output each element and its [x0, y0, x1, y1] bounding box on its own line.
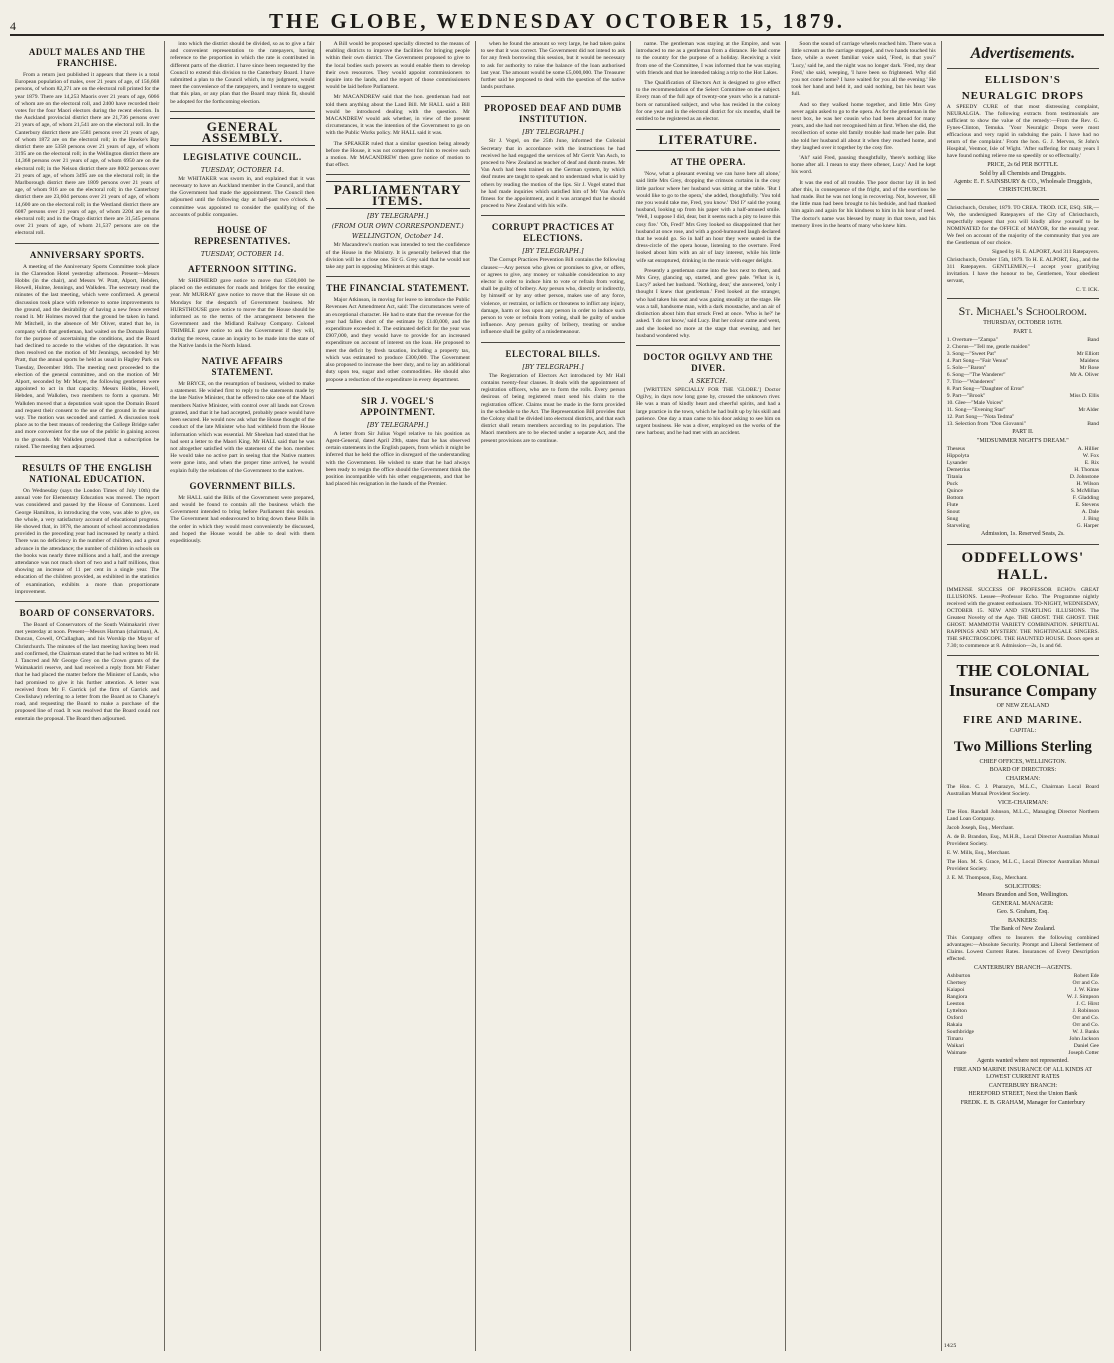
programme-item-label: 4. Part Song—"Fair Venus": [946, 358, 1009, 364]
divider: [947, 298, 1099, 299]
divider: [947, 544, 1099, 545]
article-text: A meeting of the Anniversary Sports Committee took place in the Clarendon Hotel yesterday afternoon. Present—Messrs Hobbs (in the chair), and Messrs W. Pratt, Alport, Hebden, Howell, Hulme, Jennings, and Walkden. The secretary read the minutes of the last meeting, which were confirmed. A general discussion took place with reference to some improvements to the ground, and the desirability of having a new fence erected round it. Mr Holmes moved that the ground be taken in hand. Mr Mitchell, in the absence of Mr Oliver, stated that he, in company with that gentleman, had waited on the Domain Board for the purpose of ascertaining the conditions, and the Board had declined to accede to the wishes of the deputation. It was then resolved on the motion of Mr Jennings, seconded by Mr Pratt, that the annual sports be held as usual in Hagley Park on Tuesday, December 16th. The meeting next proceeded to the election of the general committee, and on the motion of Mr Alport, seconded by Mr Mayer, the following gentlemen were appointed to act in that capacity. Messrs Hobbs, Howell, Hebden, and Walkden, two members to form a quorum. Mr Walkden moved that a deputation wait upon the Domain Board and request their consent to the use of the ground in the usual way. The motion was seconded and carried. A discussion took place as to the best means of rendering the College Bridge safer and more convenient for the use of the public in gaining access to the grounds. Mr Walkden proposed that a subscription be raised. The meeting then adjourned.: [15, 263, 160, 450]
article-text: into which the district should be divided, so as to give a fair and convenient representation to the ratepayers, having reference to the proportion in which the rate is contributed in different parts of the district. I have since been requested by the Council to extend this division to the Canterbury Board. I have submitted a plan to the Council which, in my judgment, would meet the convenience of the ratepayers, and I venture to suggest that this plan, or any plan that the Board may think fit, should be adopted for the forthcoming election.: [170, 41, 315, 105]
article-text: A letter from Sir Julius Vogel relative to his position as Agent-General, dated April 29th, states that he has observed certain statements in the English papers, from which it might be inferred that he held the office in disregard of the understanding with the Government. He wished to state that he had always been ready to resign the office should the Government think the position incompatible with his other engagements, and that he had placed his resignation in the hands of the Premier.: [325, 430, 470, 488]
article-text: Mr SHEPHERD gave notice to move that £500,000 be placed on the estimates for roads and bridges for the ensuing year. Mr MURRAY gave notice to move that the House sit on Mondays for the despatch of Government business. Mr HURSTHOUSE gave notice to move that the House should be informed as to the terms of the arrangement between the Government and the Midland Railway Company. Colonel TRIMBLE gave notice to ask the Government if they will, during the recess, cause an inquiry to be made into the state of the Native lands in the North Island.: [170, 278, 315, 349]
company-location: OF NEW ZEALAND: [996, 702, 1050, 709]
agent-item-value: W. J. Simpson: [1066, 994, 1100, 1000]
programme-item-value: Mr Alder: [1078, 407, 1100, 413]
agent-item: [947, 980, 1099, 987]
ad-text: IMMENSE SUCCESS OF PROFESSOR ECHO's GREAT ILLUSIONS. Lessee—Professor Echo. The Programme nightly received with the greatest enthusiasm. TO-NIGHT, WEDNESDAY, OCTOBER 15. NEW AND STARTLING ILLUSIONS. The Greatest Novelty of the Age. THE GHOST. THE GHOST. THE GHOST. MAMMOTH VARIETY COMBINATION. SPIRITUAL RAPPINGS AND MYSTERY. THE NIGHTINGALE SINGERS. THE SPECTROSCOPE. THE HAUNTED HOUSE. Doors open at 7.30; to commence at 8. Admission—2s, 1s and 6d.: [946, 586, 1100, 649]
agent-item-label: Waimate: [946, 1050, 967, 1056]
article-text: It was the end of all trouble. The poor doctor lay ill in bed after this, in consequence of the fright, and of the exertions he had made. But he was not long in recovering. Not, however, till the little man had been brought to his bedside, and had thanked him again and again for his kindness to him in his hour of need. The doctor's name was blessed by many in that town, and his memory lives in the hearts of many who knew him.: [791, 179, 936, 229]
capital-value: Two Millions Sterling: [953, 738, 1092, 755]
programme-item-label: 1. Overture—"Zampa": [946, 337, 998, 343]
masthead: [10, 8, 1104, 36]
headline: ANNIVERSARY SPORTS.: [29, 249, 145, 260]
cast-item: [947, 516, 1099, 523]
cast-item: [947, 467, 1099, 474]
cast-item-value: J. Bing: [1083, 516, 1100, 522]
director-name: The Hon. M. S. Grace, M.L.C., Local Director Australian Mutual Provident Society.: [946, 858, 1100, 872]
programme-item-label: 2. Chorus—"Tell me, gentle maiden": [946, 344, 1030, 350]
cast-item-value: F. Gladding: [1072, 495, 1100, 501]
cast-item: [947, 502, 1099, 509]
agent-item-value: Daniel Gee: [1073, 1043, 1100, 1049]
fire-marine-rates: FIRE AND MARINE INSURANCE OF ALL KINDS AT LOWEST CURRENT RATES: [953, 1066, 1092, 1080]
cast-item: [947, 453, 1099, 460]
divider: [947, 68, 1099, 69]
agent-item-label: Leeston: [946, 1001, 965, 1007]
solicitors-name: Messrs Brandon and Son, Wellington.: [977, 892, 1069, 898]
cast-item: [947, 495, 1099, 502]
article-text: A Bill would be proposed specially directed to the means of enabling districts to improve the facilities for bringing people within their own district. The Government proposed to give to the local bodies such powers as would enable them to develop their own resources. They would appoint commissioners to inquire into the lands, and the report of those commissioners would be laid before Parliament.: [325, 41, 470, 91]
ad-text: A SPEEDY CURE of that most distressing complaint, NEURALGIA. The following extracts from testimonials are sufficient to show the value of the remedy:—From the Rev. G. Fynes-Clinton, Temuka. 'Your Neuralgic Drops were most efficacious and very rapid in subduing the pain. I have had no return of the complaint.' From the hon. G. J. Mervon, St John's Hospital, Ventnor, Isle of Wight. 'After suffering for many years I have found nothing relieve me so speedily or so effectually.': [946, 104, 1100, 159]
advertisements-header: Advertisements.: [970, 45, 1076, 62]
programme-item-label: 6. Song—"The Wanderer": [946, 372, 1006, 378]
concert-venue: St. Michael's Schoolroom.: [958, 304, 1088, 318]
programme-item-label: 11. Song—"Evening Star": [946, 407, 1006, 413]
article-text: Mr MACANDREW said that the hon. gentleman had not told them anything about the Land Bill. Mr HALL said a Bill would be introduced dealing with the question. Mr MACANDREW would ask whether, in view of the present circumstances, it was the intention of the Government to go on with the Public Works policy. Mr HALL said it was.: [325, 94, 470, 137]
column-5: [631, 41, 786, 1351]
programme-item: [947, 372, 1099, 379]
cast-item-value: H. Thomas: [1074, 467, 1100, 473]
cast-item-value: G. Harper: [1076, 523, 1100, 529]
article-text: Mr WHITAKER was sworn in, and explained that it was necessary to have an Auckland member in the Council, and that the Government had made the appointment. The Council then adjourned until the following day at half-past two o'clock. A committee was appointed to consider the qualifying of the accounts of public companies.: [170, 175, 315, 218]
ad-subtitle-neuralgic-drops: NEURALGIC DROPS: [961, 90, 1084, 102]
cast-item: [947, 460, 1099, 467]
ad-agents: Agents: E. F. SAINSBURY & CO., Wholesale Druggists, CHRISTCHURCH.: [953, 179, 1092, 193]
cast-item-label: Titania: [946, 474, 963, 480]
agent-item-value: J. Robinson: [1072, 1008, 1100, 1014]
cast-item-value: S. McMillan: [1070, 488, 1100, 494]
programme-item: [947, 414, 1099, 421]
programme-item-value: Miss D. Ellis: [1069, 393, 1100, 399]
agent-item-label: Rakaia: [946, 1022, 963, 1028]
agent-item: [947, 973, 1099, 980]
divider: [326, 276, 470, 277]
column-advertisements: [942, 41, 1104, 1351]
newspaper-title: THE GLOBE, WEDNESDAY OCTOBER 15, 1879.: [268, 9, 846, 33]
oddfellows-hall-title: ODDFELLOWS' HALL.: [961, 549, 1085, 583]
divider: [15, 243, 159, 244]
agent-item: [947, 1029, 1099, 1036]
programme-item-value: Mr Elliott: [1076, 351, 1100, 357]
headline: AT THE OPERA.: [670, 157, 746, 168]
cast-item-label: Snug: [946, 516, 959, 522]
agent-item-label: Timaru: [946, 1036, 963, 1042]
cast-item: [947, 509, 1099, 516]
solicitors-label: SOLICITORS:: [1004, 883, 1041, 890]
branch-manager: FREDK. E. B. GRAHAM, Manager for Canterbury: [960, 1099, 1086, 1106]
cast-item-label: Quince: [946, 488, 963, 494]
cast-item-value: A. Dale: [1081, 509, 1100, 515]
agent-item: [947, 1015, 1099, 1022]
programme-item-label: 8. Part Song—"Daughter of Error": [946, 386, 1025, 392]
agent-item: [947, 1050, 1099, 1057]
agent-item-value: W. J. Banks: [1072, 1029, 1100, 1035]
programme-item-value: Band: [1087, 421, 1100, 427]
programme-item-label: 12. Part Song—"Nota Tedma": [946, 414, 1015, 420]
fire-and-marine: FIRE AND MARINE.: [963, 714, 1083, 726]
directors-list: [947, 825, 1099, 882]
agent-item: [947, 1036, 1099, 1043]
play-title: "MIDSUMMER NIGHT'S DREAM.": [976, 437, 1069, 444]
agent-item-label: Rangiora: [946, 994, 968, 1000]
column-2: [165, 41, 320, 1351]
cast-item-value: D. Johnstone: [1069, 474, 1100, 480]
director-name: J. E. M. Thompson, Esq., Merchant.: [946, 874, 1028, 881]
requisition-signatures: Signed by H. E. ALPORT, And 311 Ratepayers.: [992, 249, 1100, 255]
vice-chairman-label: VICE-CHAIRMAN:: [997, 800, 1049, 806]
byline: [BY TELEGRAPH.]: [522, 128, 584, 137]
byline: [BY TELEGRAPH.]: [522, 247, 584, 256]
divider: [481, 96, 625, 97]
programme-item-value: Band: [1087, 337, 1100, 343]
programme-item-label: 9. Part—"Brook": [946, 393, 986, 399]
headline: ELECTORAL BILLS.: [505, 348, 601, 359]
concert-date: THURSDAY, OCTOBER 16TH.: [983, 320, 1063, 326]
programme-part-label: PART I.: [1013, 328, 1033, 335]
programme-part-label: PART II.: [1012, 429, 1034, 435]
general-manager-label: GENERAL MANAGER:: [992, 900, 1054, 907]
article-text: The SPEAKER ruled that a similar question being already before the House, it was not competent for him to receive such a motion. Mr MACANDREW then gave notice of motion to that effect.: [325, 140, 470, 169]
agent-item-label: Lyttelton: [946, 1008, 967, 1014]
byline: [BY TELEGRAPH.]: [522, 362, 584, 371]
headline: RESULTS OF THE ENGLISH NATIONAL EDUCATION.: [22, 462, 153, 484]
article-text: when he found the amount so very large, he had taken pains to see that it was correct. The Government did not intend to ask for any fresh borrowing this session, but it would be necessary to ask for authority to raise the balance of the loan authorised last year. The amount would be some £5,000,000. The Treasurer further said he proposed to deal with the question of the native lands purchase.: [480, 41, 626, 91]
cast-item-label: Snout: [946, 509, 960, 515]
divider: [481, 215, 625, 216]
article-text: Major Atkinson, in moving for leave to introduce the Public Revenues Act Amendment Act, said: The circumstances were of an exceptional character. He had to state that the revenue for the year had fallen short of the estimate by £140,000, and the expenditure exceeded it. The estimated deficit for the year was £907,000, and they would have to provide for an increased expenditure on account of interest on the loan. He proposed to meet the deficit by fresh taxation, including a property tax, which was estimated to produce £300,000. The Government also proposed to increase the beer duty, and to lay an additional duty upon tea, sugar and other commodities. He should also propose a reduction of the expenditure in every department.: [325, 297, 470, 383]
article-text: Mr Macandrew's motion was intended to test the confidence of the House in the Ministry. It is generally believed that the division will be a close one. Sir G. Grey said that he would not take any part in opposing Ministers at this stage.: [325, 242, 470, 271]
headline: SIR J. VOGEL'S APPOINTMENT.: [360, 395, 436, 417]
programme-item-value: Mr Rose: [1079, 365, 1100, 371]
cast-item-label: Starveling: [946, 523, 970, 529]
chairman-name: The Hon. C. J. Pharazyn, M.L.C., Chairman Local Board Australian Mutual Provident Society.: [946, 784, 1100, 797]
programme-item: [947, 386, 1099, 393]
cast-item-value: E. Rix: [1084, 460, 1100, 466]
agent-item-label: Waikari: [946, 1043, 965, 1049]
section-headline: PARLIAMENTARY ITEMS.: [326, 181, 470, 209]
divider: [15, 601, 159, 602]
agent-item-value: Orr and Co.: [1072, 1022, 1100, 1028]
programme-item-value: Maidens: [1079, 358, 1100, 364]
cast-item-label: Flute: [946, 502, 959, 508]
column-3: [321, 41, 476, 1351]
divider: [947, 199, 1099, 200]
agents-wanted: Agents wanted where not represented.: [976, 1058, 1069, 1064]
headline: BOARD OF CONSERVATORS.: [19, 608, 155, 618]
colonial-insurance-title: THE COLONIAL Insurance Company: [948, 660, 1097, 700]
programme-item: [947, 344, 1099, 351]
programme-item-label: 13. Selection from "Don Giovanni": [946, 421, 1026, 427]
dateline: TUESDAY, OCTOBER 14.: [200, 250, 284, 259]
agent-item: [947, 1043, 1099, 1050]
headline: HOUSE OF REPRESENTATIVES.: [194, 225, 291, 247]
cast-item-label: Puck: [946, 481, 958, 487]
cast-item-label: Bottom: [946, 495, 964, 501]
programme-part-1: [947, 337, 1099, 428]
ad-reference-number: 1425: [943, 1343, 957, 1349]
columns: [10, 41, 1104, 1351]
page-number: 4: [10, 19, 16, 33]
chief-offices: CHIEF OFFICES, WELLINGTON.: [979, 758, 1067, 765]
director-name: E. W. Mills, Esq., Merchant.: [946, 849, 1011, 856]
divider: [636, 345, 780, 346]
programme-item: [947, 379, 1099, 386]
admission-prices: Admission, 1s. Reserved Seats, 2s.: [981, 531, 1065, 537]
agent-item-value: J. C. Hirst: [1076, 1001, 1100, 1007]
article-text: The Corrupt Practices Prevention Bill contains the following clauses:—Any person who gives or promises to give, or offers, or agrees to give, any money or valuable consideration to any elector in order to induce him to vote or refrain from voting, shall be guilty of bribery. Any person who, directly or indirectly, by himself or by any other person, makes use of any force, violence, or restraint, or inflicts or threatens to inflict any injury, damage, harm or loss upon any person in order to induce such person to vote or refrain from voting, shall be guilty of undue influence. Any person guilty of bribery, treating or undue influence shall be guilty of a misdemeanour.: [480, 257, 626, 336]
dateline: WELLINGTON, October 14.: [351, 232, 444, 241]
headline: DOCTOR OGILVY AND THE DIVER.: [643, 351, 774, 373]
article-text: [WRITTEN SPECIALLY FOR THE 'GLOBE.'] Doctor Ogilvy, in days now long gone by, crossed the unknown river. He was a man of kindly heart and cheerful spirits, and had a large practice in the town, which he had built up by his skill and patience. One day a man came to his door asking to see him on urgent business. He was a diver, employed on the works of the new harbour, and he had met with an accident.: [636, 386, 781, 437]
cast-item: [947, 523, 1099, 530]
programme-item: [947, 365, 1099, 372]
section-headline: LITERATURE.: [636, 129, 780, 151]
agent-item-label: Ashburton: [946, 973, 971, 979]
agent-item-label: Oxford: [946, 1015, 963, 1021]
agent-item-label: Southbridge: [946, 1029, 975, 1035]
article-text: 'Ah!' said Fred, pausing thoughtfully, 'there's nothing like home after all. I mean to stay there oftener, Lucy.' And he kept his word.: [791, 155, 936, 176]
capital-label: CAPITAL:: [1009, 728, 1037, 734]
agent-item-value: Orr and Co.: [1072, 980, 1100, 986]
general-manager-name: Geo. S. Graham, Esq.: [996, 909, 1049, 915]
article-text: Mr BRYCE, on the resumption of business, wished to make a statement. He wished first to reply to the statements made by the late Native Minister, that he offered to take one of the Maori members Native Minister, with control over all lands not Crown granted, and that it he had accepted, probably peace would have been secured. He would now ask what the House thought of the conduct of the late Minister who had withheld from the House information which was essential. Mr Sheehan had stated that he had sent a letter to the Maori King. Mr HALL said that he was not altogether satisfied with the statement of the hon. member. He would take no active part in seeing that the Native matters were gone into, and when the proper time arrived, he would explain fully the relations of the Government to the natives.: [170, 381, 315, 474]
agent-item-value: John Jackson: [1069, 1036, 1100, 1042]
agent-item-label: Kaiapoi: [946, 987, 965, 993]
programme-item-value: Mr A. Oliver: [1069, 372, 1100, 378]
director-name: A. de B. Brandon, Esq., M.H.R., Local Director Australian Mutual Provident Society.: [946, 833, 1100, 847]
programme-item: [947, 393, 1099, 400]
article-text: The Board of Conservators of the South Waimakariri river met yesterday at noon. Present—Messrs Harman (chairman), A. Duncan, Cowell, O'Callaghan, and his Worship the Mayor of Christchurch. The minutes of the last meeting having been read and confirmed, the Chairman stated that he had written to Mr H. J. Tancred and Mr George Grey on the Crown grants of the Waimakariri reserve, and had received a reply from Mr Fisher that he had placed the matter before the Minister of Lands, who had promised to give it his further attention. A letter was received from Mr F. Garrick (of the firm of Garrick and Cowlishaw) referring to a letter from the Board as to Chaney's road, and requesting the Board to make a purchase of the proposed line of road. It was resolved that the Board could not entertain the proposal. The Board then adjourned.: [15, 622, 160, 722]
agent-item: [947, 987, 1099, 994]
divider: [170, 111, 314, 112]
column-1: [10, 41, 165, 1351]
agent-item: [947, 1001, 1099, 1008]
divider: [326, 389, 470, 390]
canterbury-branch-label: CANTERBURY BRANCH:: [988, 1082, 1057, 1089]
reply-signature: C. T. ICK.: [1075, 287, 1100, 293]
article-text: The Registration of Electors Act introduced by Mr Hall contains twenty-four clauses. It deals with the appointment of registration officers, who are to form the rolls. Every person desirous of being registered must send his claim to the registration officer. Claims must be made in the form provided in the schedule to the Act. The Representation Bill provides that the Colony shall be divided into electoral districts, and that each district shall return members according to its population. The Maori members are to be elected under a separate Act, and the present provisions are to continue.: [480, 372, 626, 444]
divider: [15, 456, 159, 457]
section-headline: GENERAL ASSEMBLY.: [170, 118, 314, 146]
agent-item-label: Chertsey: [946, 980, 967, 986]
cast-item-label: Theseus: [946, 446, 966, 452]
headline: PROPOSED DEAF AND DUMB INSTITUTION.: [484, 103, 622, 125]
programme-item: [947, 421, 1099, 428]
agent-item-value: Joseph Cotter: [1068, 1050, 1100, 1056]
cast-item: [947, 488, 1099, 495]
programme-item: [947, 407, 1099, 414]
cast-item-label: Demetrius: [946, 467, 970, 473]
agent-item: [947, 1022, 1099, 1029]
board-label: BOARD OF DIRECTORS:: [989, 767, 1057, 773]
requisition-reply: Christchurch, October 15th, 1879. To H. E. ALPORT, Esq., and the 311 Ratepayers. GENTLEMEN,—I accept your gratifying invitation. I have the honour to be, Gentlemen, Your obedient servant,: [946, 257, 1100, 284]
ad-sold-by: Sold by all Chemists and Druggists.: [979, 170, 1067, 177]
article-text: From a return just published it appears that there is a total European population of males, over 21 years of age, of 156,668 persons, of whom 82,271 are on the electoral roll printed for the year 1879. There are 14,253 Maoris over 21 years of age, 6066 of whom are on the electoral roll, and 2400 have recorded their votes for the four Maori electors during the recent election. In the Auckland provincial district there are 21,736 persons over 21 years of age, of whom 21,541 are on the electoral roll. In the Canterbury district there are 5581 persons over 21 years of age, of whom 1872 are on the electoral roll; in the Hawke's Bay district there are 5358 persons over 21 years of age, of whom 3195 are on the electoral roll; in the Wellington district there are 14,368 persons over 21 years of age, of whom 6950 are on the electoral roll; in the Nelson district there are 8002 persons over 21 years of age, of whom 3495 are on the electoral roll; in the Marlborough district there are 1809 persons over 21 years of age, of whom 916 are on the electoral roll; in the Canterbury district there are 23,604 persons over 21 years of age, of whom 14,600 are on the electoral roll; in the Westland district there are 6087 persons over 21 years of age, of whom 2204 are on the electoral roll; and in the Otago district there are 31,545 persons over 21 years of age, of whom 21,537 persons are on the electoral roll.: [15, 72, 160, 237]
headline: THE FINANCIAL STATEMENT.: [326, 283, 470, 294]
branch-address: HEREFORD STREET, Next the Union Bank: [968, 1091, 1078, 1097]
bankers-name: The Bank of New Zealand.: [990, 926, 1056, 932]
cast-item-label: Lysander: [946, 460, 968, 466]
divider: [326, 174, 470, 175]
agent-item-value: J. W. Kime: [1074, 987, 1100, 993]
article-text: name. The gentleman was staying at the Empire, and was introduced to me as a gentleman from a distance. He had come to the country for the purpose of a holiday. Receiving a visit from one of the Committee, I was informed that he was staying with friends and that he intended taking a trip to the Hot Lakes.: [636, 41, 781, 76]
programme-item: [947, 351, 1099, 358]
headline: AFTERNOON SITTING.: [188, 264, 297, 275]
article-text: 'Now, what a pleasant evening we can have here all alone,' said little Mrs Grey, dropping the crimson curtains in the cosy little parlour where her husband was sitting at the table. 'But I would like to go to the opera,' she added, thoughtfully. 'You told me you would take me, Fred, you know.' 'Did I?' said the young husband, looking up from his paper with a half-amused smile. 'Well, I suppose I did, dear, but it seems such a pity to leave this cosy fire.' 'Oh, Fred!' Mrs Grey looked so disappointed that her husband at once rose, and with a good-humoured laugh declared that he would go. So in half an hour they were seated in the dress-circle of the opera house, listening to the overture. Fred looked about him with an air of lazy interest, while his little wife sat enraptured, drinking in the music with eager delight.: [636, 171, 781, 264]
headline: NATIVE AFFAIRS STATEMENT.: [201, 356, 284, 378]
article-text: Soon the sound of carriage wheels reached him. There was a little scream as the carriage stopped, and two hands touched his face, while a sweet familiar voice said, 'Fred, is that you?' 'Lucy,' said he, and the night was no longer dark. 'Fred, my dear Fred,' she said, weeping, 'I have been so frightened. Why did you not come home? I have waited for you all the evening.' He took her hand and held it, and said nothing, but his heart was full.: [791, 41, 936, 98]
ad-price: PRICE, 2s 6d PER BOTTLE.: [987, 162, 1059, 168]
mayoral-requisition: Christchurch, October, 1879. TO CREA. TROD. ICE, ESQ. SIR,—We, the undersigned Ratepayers of the City of Christchurch, respectfully request that you will kindly allow yourself to be NOMINATED for the OFFICE of MAYOR, for the ensuing year. We feel on account of the majority of the community that you are the Gentleman of our choice.: [946, 205, 1100, 246]
cast-list: [947, 446, 1099, 530]
byline: [BY TELEGRAPH.]: [367, 420, 429, 429]
article-text: Presently a gentleman came into the box next to them, and Mrs Grey, glancing up, started, and grew pale. 'What is it, Lucy?' asked her husband. 'Nothing, dear,' she answered, 'only I thought I knew that gentleman.' Fred looked at the stranger, who had taken his seat and was gazing steadily at the stage. He was a tall, handsome man, with a dark moustache, and an air of distinction about him that struck Fred at once. 'Who is he?' he asked. 'I do not know,' said Lucy. But her colour came and went, and she looked no more at the stage that evening, and her husband wondered why.: [636, 267, 781, 339]
agents-list: [947, 973, 1099, 1057]
cast-item-value: W. Fox: [1082, 453, 1100, 459]
programme-item-label: 5. Solo—"Baron": [946, 365, 987, 371]
agent-item: [947, 1008, 1099, 1015]
article-text: The Qualification of Electors Act is designed to give effect to the recommendation of the Select Committee on the subject. Every man of the full age of twenty-one years who is a natural-born or naturalised subject, and who has resided in the colony for one year and in the electoral district for six months, shall be entitled to be registered as an elector.: [636, 80, 781, 123]
ad-title-ellisdon: ELLISDON'S: [984, 74, 1061, 86]
programme-item: [947, 400, 1099, 407]
byline: [BY TELEGRAPH.]: [367, 212, 429, 221]
cast-item: [947, 481, 1099, 488]
article-text: Mr HALL said the Bills of the Government were prepared, and would be found to contain all the business which the Government intended to bring before Parliament this session. The Government had endeavoured to bring down these Bills in the order in which they would most conveniently be discussed, and hoped the House would be able to deal with them expeditiously.: [170, 494, 315, 544]
company-advantages: This Company offers to Insurers the following combined advantages:—Absolute Security. Prompt and Liberal Settlement of Claims. Lowest Current Rates. Insurances of Every Description effected.: [946, 934, 1100, 962]
divider: [947, 655, 1099, 656]
cast-item: [947, 446, 1099, 453]
article-text: Sir J. Vogel, on the 25th June, informed the Colonial Secretary that in accordance with the instructions he had received he had engaged the services of Mr Gerrit Van Asch, to proceed to New Zealand as teacher of deaf and dumb mutes. Mr Van Asch had been trained on the German system, by which deaf mutes are taught to speak and to understand what is said by others by reading the motion of the lips. Sir J. Vogel stated that he had made inquiries which satisfied him of Mr Van Asch's fitness for the appointment, and it was arranged that he should proceed to New Zealand with his wife.: [480, 138, 626, 210]
column-6: [786, 41, 941, 1351]
agent-item: [947, 994, 1099, 1001]
canterbury-agents-label: CANTERBURY BRANCH—AGENTS.: [973, 964, 1072, 971]
programme-item: [947, 337, 1099, 344]
cast-item-value: H. Wilson: [1076, 481, 1100, 487]
chairman-label: CHAIRMAN:: [1005, 775, 1041, 782]
byline: (FROM OUR OWN CORRESPONDENT.): [331, 222, 464, 231]
dateline: TUESDAY, OCTOBER 14.: [200, 165, 284, 174]
bankers-label: BANKERS:: [1008, 917, 1038, 924]
headline: GOVERNMENT BILLS.: [189, 480, 296, 491]
article-text: And so they walked home together, and little Mrs Grey never again asked to go to the opera. As for the gentleman in the next box, he was her cousin who had been abroad for many years, and she had not recognised him at first. When she did, the recollection of some old family trouble had made her pale. But she told her husband all about it when they reached home, and they laughed over it together by the cosy fire.: [791, 101, 936, 151]
cast-item-value: E. Stevens: [1075, 502, 1100, 508]
agent-item-value: Robert Ede: [1073, 973, 1100, 979]
headline: LEGISLATIVE COUNCIL.: [183, 151, 302, 162]
programme-item-label: 3. Song—"Sweet Pat": [946, 351, 997, 357]
headline: ADULT MALES AND THE FRANCHISE.: [28, 47, 146, 68]
cast-item: [947, 474, 1099, 481]
director-name: Jacob Joseph, Esq., Merchant.: [946, 824, 1015, 831]
divider: [481, 342, 625, 343]
programme-item-label: 7. Trio—"Wanderers": [946, 379, 996, 385]
cast-item-label: Hippolyta: [946, 453, 970, 459]
programme-item-label: 10. Glee—"Male Voices": [946, 400, 1004, 406]
cast-item-value: A. Hillier: [1077, 446, 1100, 452]
headline: CORRUPT PRACTICES AT ELECTIONS.: [491, 222, 615, 244]
subheading: A SKETCH.: [689, 376, 728, 385]
vice-chairman-name: The Hon. Randall Johnson, M.L.C., Managing Director Northern Land Loan Company.: [946, 808, 1100, 822]
programme-item: [947, 358, 1099, 365]
column-4: [476, 41, 631, 1351]
article-text: On Wednesday (says the London Times of July 10th) the annual vote for Elementary Education was moved. The report was considered and passed by the House of Commons. Lord George Hamilton, in introducing the vote, was able to give, on the whole, a very satisfactory account of educational progress. He showed that, in 1878, the amount of school accommodation provided in the preceding year had increased by nearly a third. There was no deficiency in the number of children, and a great advance in the attendance; the number of children in schools on the books was nearly three millions and a half, and the average attendance was not much short of two and a half millions, thus showing an increase of 11 per cent in a single year. The education of the children provided, as exhibited in the statistics of examination, exhibits a more than proportionate improvement.: [15, 487, 160, 595]
agent-item-value: Orr and Co.: [1072, 1015, 1100, 1021]
